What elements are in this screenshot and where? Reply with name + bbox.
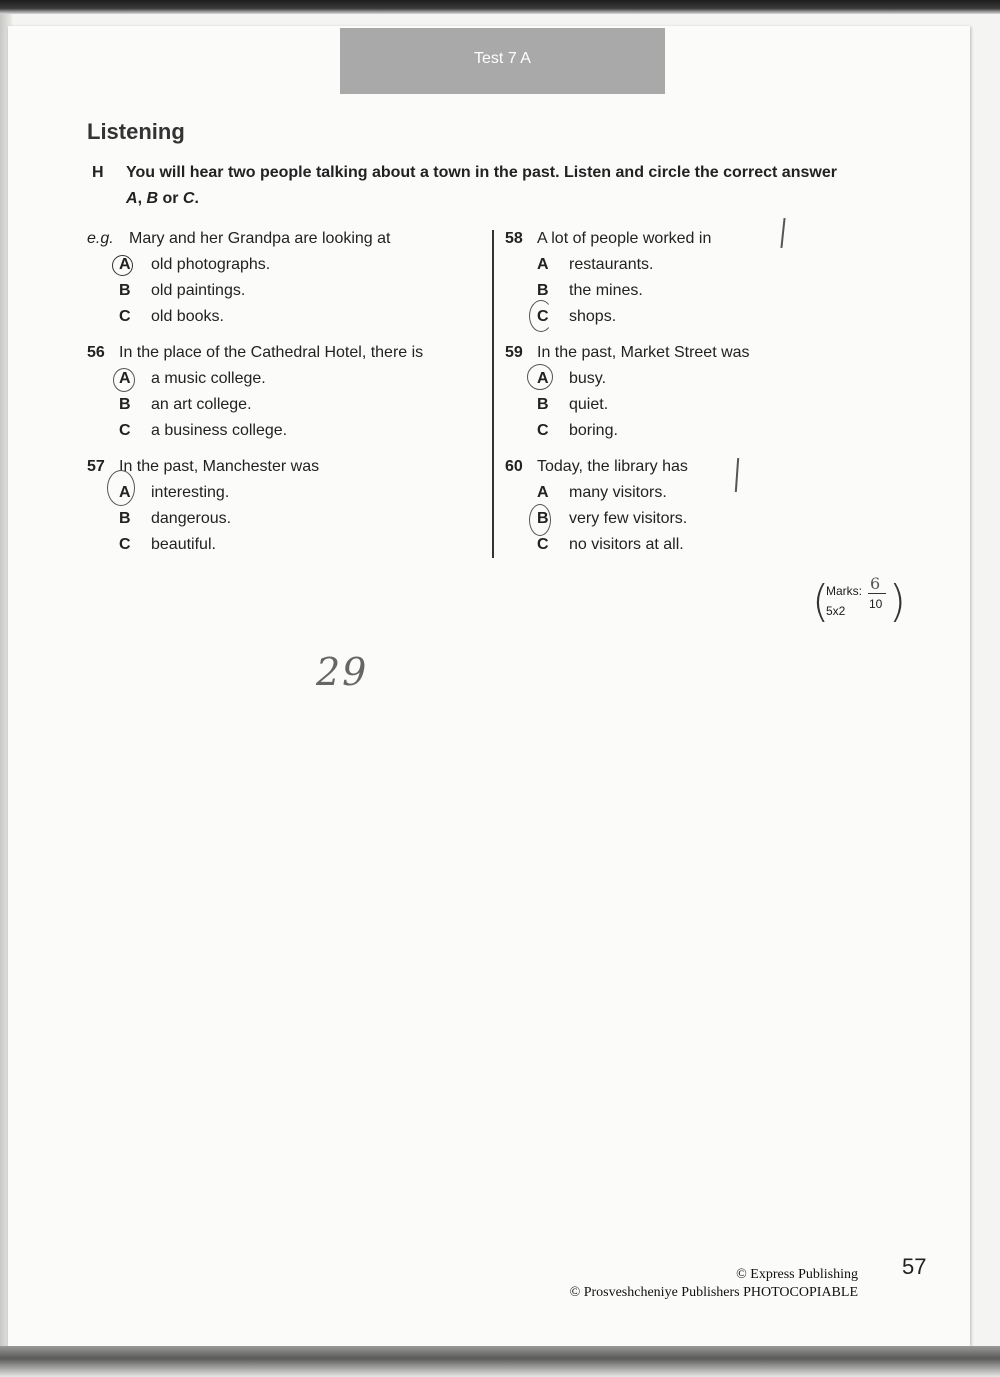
question-stem: In the past, Market Street was <box>537 344 750 361</box>
question-stem: Mary and her Grandpa are looking at <box>129 230 391 247</box>
option-b[interactable]: B very few visitors. <box>505 506 688 532</box>
question-60 <box>505 454 688 558</box>
question-number: 59 <box>505 344 523 361</box>
question-stem: In the place of the Cathedral Hotel, there is <box>119 344 424 361</box>
option-a[interactable]: A interesting. <box>87 480 319 506</box>
column-divider <box>492 230 494 558</box>
question-number: 56 <box>87 344 105 361</box>
marks-label: Marks: <box>826 584 862 598</box>
question-example <box>87 226 390 330</box>
question-57 <box>87 454 319 558</box>
option-a[interactable]: A busy. <box>505 366 750 392</box>
question-stem: A lot of people worked in <box>537 230 712 247</box>
question-number: 60 <box>505 458 523 475</box>
question-number: e.g. <box>87 230 114 247</box>
option-b[interactable]: B old paintings. <box>119 282 246 299</box>
question-58 <box>505 226 711 330</box>
copyright-line-2: © Prosveshcheniye Publishers PHOTOCOPIABLE <box>569 1285 858 1300</box>
marks-box: ( Marks: 5x2 6 10 ) <box>812 574 906 627</box>
fraction-bar <box>868 593 886 594</box>
scan-bottom-edge <box>0 1346 1000 1377</box>
option-c[interactable]: C a business college. <box>119 422 288 439</box>
test-banner <box>340 28 665 94</box>
question-stem: In the past, Manchester was <box>119 458 320 475</box>
task-instruction <box>92 160 912 212</box>
option-c[interactable]: C old books. <box>119 308 224 325</box>
task-letter: H <box>92 164 104 181</box>
option-c[interactable]: C no visitors at all. <box>537 536 684 553</box>
page-number: 57 <box>902 1254 927 1279</box>
question-59 <box>505 340 750 444</box>
section-title: Listening <box>87 119 185 144</box>
task-text: You will hear two people talking about a town in the past. Listen and circle the correct answer <box>126 164 837 181</box>
option-b[interactable]: B the mines. <box>537 282 643 299</box>
question-number: 58 <box>505 230 523 247</box>
worksheet-page <box>8 26 970 1346</box>
question-56 <box>87 340 423 444</box>
option-b[interactable]: B quiet. <box>537 396 609 413</box>
option-a[interactable]: A old photographs. <box>87 252 390 278</box>
option-a[interactable]: A many visitors. <box>537 484 667 501</box>
option-c[interactable]: C beautiful. <box>119 536 216 553</box>
marks-multiplier: 5x2 <box>826 604 846 618</box>
copyright-footer <box>570 1266 858 1302</box>
marks-score: 6 <box>870 574 881 593</box>
marks-total: 10 <box>869 597 883 611</box>
option-c[interactable]: C shops. <box>505 304 711 330</box>
task-options: A, B or C. <box>126 190 199 207</box>
handwritten-total: 29 <box>316 650 369 694</box>
question-number: 57 <box>87 458 105 475</box>
option-b[interactable]: B dangerous. <box>119 510 232 527</box>
option-a[interactable]: A a music college. <box>87 366 423 392</box>
option-c[interactable]: C boring. <box>537 422 618 439</box>
option-a[interactable]: A restaurants. <box>537 256 654 273</box>
scan-top-edge <box>0 0 1000 14</box>
copyright-line-1: © Express Publishing <box>736 1267 858 1282</box>
question-stem: Today, the library has <box>537 458 688 475</box>
option-b[interactable]: B an art college. <box>119 396 252 413</box>
test-label: Test 7 A <box>474 50 531 67</box>
